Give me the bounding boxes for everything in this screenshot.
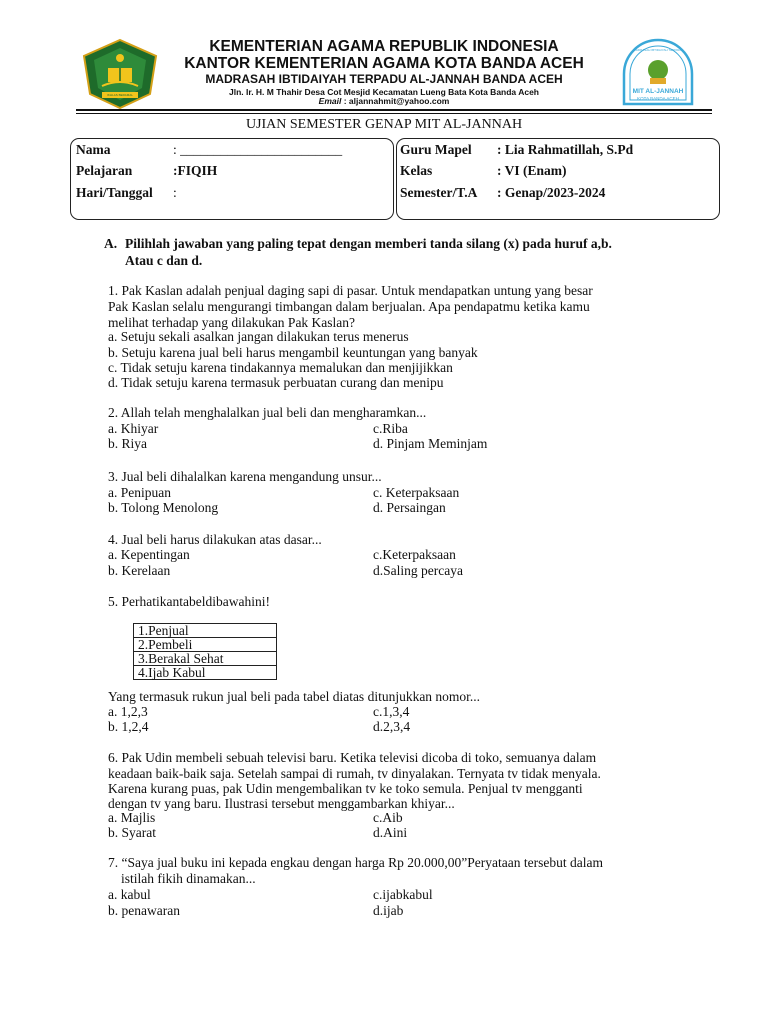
q5-option-c[interactable]: c.1,3,4 [373,704,410,719]
q6-line4: dengan tv yang baru. Ilustrasi tersebut menggambarkan khiyar... [108,796,455,811]
q5-table-cell: 3.Berakal Sehat [134,652,277,666]
madrasah-stamp [620,38,696,108]
q5-table [133,623,277,680]
q6-line3: Karena kurang puas, pak Udin mengembalikan tv ke toko semula. Penjual tv mengganti [108,781,583,796]
q4-option-a[interactable]: a. Kepentingan [108,547,190,562]
label-guru-mapel: Guru Mapel [400,142,472,157]
instruction-line1: Pilihlah jawaban yang paling tepat dengan memberi tanda silang (x) pada huruf a,b. [125,236,612,251]
q7-line2: istilah fikih dinamakan... [121,871,256,886]
q2-option-b[interactable]: b. Riya [108,436,147,451]
header-address: Jln. Ir. H. M Thahir Desa Cot Mesjid Kecamatan Lueng Bata Kota Banda Aceh [228,87,539,97]
q7-option-a[interactable]: a. kabul [108,887,151,902]
q2-option-c[interactable]: c.Riba [373,421,408,436]
instruction-line2: Atau c dan d. [125,253,203,268]
q4-option-b[interactable]: b. Kerelaan [108,563,171,578]
q6-line2: keadaan baik-baik saja. Setelah sampai di rumah, tv dinyalakan. Ternyata tv tidak menyala. [108,766,601,781]
stamp-text-city: KOTA BANDA ACEH [637,96,679,101]
q5-text: 5. Perhatikantabeldibawahini! [108,594,270,609]
q4-option-c[interactable]: c.Keterpaksaan [373,547,456,562]
q5-option-b[interactable]: b. 1,2,4 [108,719,149,734]
value-guru-mapel: : Lia Rahmatillah, S.Pd [497,142,634,157]
q6-option-a[interactable]: a. Majlis [108,810,156,825]
value-kelas: : VI (Enam) [497,163,567,178]
label-semester: Semester/T.A [400,185,478,200]
label-kelas: Kelas [400,163,433,178]
email-label: Email [318,96,342,106]
q1-option-d[interactable]: d. Tidak setuju karena termasuk perbuatan curang dan menipu [108,375,444,390]
q6-option-b[interactable]: b. Syarat [108,825,156,840]
q5-option-a[interactable]: a. 1,2,3 [108,704,148,719]
q4-option-d[interactable]: d.Saling percaya [373,563,463,578]
q3-text: 3. Jual beli dihalalkan karena mengandung unsur... [108,469,382,484]
q3-option-d[interactable]: d. Persaingan [373,500,446,515]
label-pelajaran: Pelajaran [76,163,133,178]
q3-option-c[interactable]: c. Keterpaksaan [373,485,460,500]
header-line1: KEMENTERIAN AGAMA REPUBLIK INDONESIA [209,38,559,55]
value-pelajaran: :FIQIH [173,163,218,178]
value-hari-tanggal[interactable]: : [173,185,177,200]
q7-option-d[interactable]: d.ijab [373,903,404,918]
instruction-letter: A. [104,236,118,251]
q5-after: Yang termasuk rukun jual beli pada tabel diatas ditunjukkan nomor... [108,689,481,704]
q7-line1: 7. “Saya jual buku ini kepada engkau dengan harga Rp 20.000,00”Peryataan tersebut dalam [108,855,603,870]
value-nama[interactable]: : ________________________ [173,142,343,157]
q6-option-d[interactable]: d.Aini [373,825,408,840]
stamp-text-name: MIT AL-JANNAH [632,88,684,95]
label-nama: Nama [76,142,111,157]
q1-line1: 1. Pak Kaslan adalah penjual daging sapi di pasar. Untuk mendapatkan untung yang besar [108,283,593,298]
q6-line1: 6. Pak Udin membeli sebuah televisi baru. Ketika televisi dicoba di toko, semuanya dalam [108,750,597,765]
q1-option-a[interactable]: a. Setuju sekali asalkan jangan dilakukan terus menerus [108,329,409,344]
q5-table-cell: 2.Pembeli [134,638,277,652]
exam-title: UJIAN SEMESTER GENAP MIT AL-JANNAH [245,117,523,132]
q7-option-b[interactable]: b. penawaran [108,903,180,918]
q3-option-a[interactable]: a. Penipuan [108,485,171,500]
q2-option-d[interactable]: d. Pinjam Meminjam [373,436,488,451]
q3-option-b[interactable]: b. Tolong Menolong [108,500,219,515]
stamp-text-top: MADRASAH IBTIDAIYAH TERPADU [633,48,683,52]
header-rule [76,109,712,111]
q5-table-cell: 1.Penjual [134,624,277,638]
header-line2: KANTOR KEMENTERIAN AGAMA KOTA BANDA ACEH [184,55,584,72]
q2-text: 2. Allah telah menghalalkan jual beli dan mengharamkan... [108,405,427,420]
q5-option-d[interactable]: d.2,3,4 [373,719,411,734]
header-line3: MADRASAH IBTIDAIYAH TERPADU AL-JANNAH BANDA ACEH [205,72,563,86]
value-semester: : Genap/2023-2024 [497,185,606,200]
q1-option-c[interactable]: c. Tidak setuju karena tindakannya memalukan dan menjijikkan [108,360,453,375]
q5-table-cell: 4.Ijab Kabul [134,666,277,680]
email-value: : aljannahmit@yahoo.com [343,96,450,106]
logo-caption: IKHLAS BERAMAL [107,93,133,97]
label-hari-tanggal: Hari/Tanggal [76,185,153,200]
q4-text: 4. Jual beli harus dilakukan atas dasar... [108,532,322,547]
q7-option-c[interactable]: c.ijabkabul [373,887,433,902]
q1-line2: Pak Kaslan selalu mengurangi timbangan dalam berjualan. Apa pendapatmu ketika kamu [108,299,590,314]
q1-line3: melihat terhadap yang dilakukan Pak Kaslan? [108,315,356,330]
header-rule-thin [76,113,712,114]
q6-option-c[interactable]: c.Aib [373,810,403,825]
q1-option-b[interactable]: b. Setuju karena jual beli harus mengambil keuntungan yang banyak [108,345,478,360]
q2-option-a[interactable]: a. Khiyar [108,421,159,436]
